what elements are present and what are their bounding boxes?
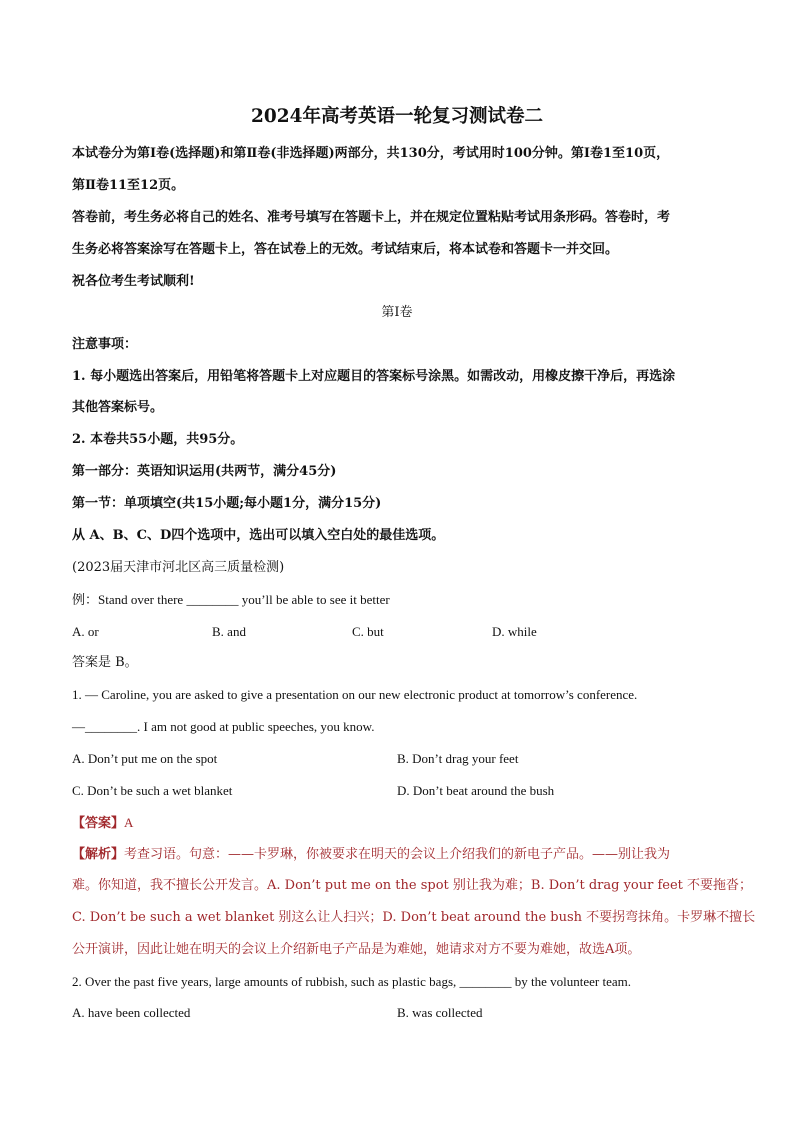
intro-line-4: 生务必将答案涂写在答题卡上，答在试卷上的无效。考试结束后，将本试卷和答题卡一并交回。 xyxy=(72,242,619,257)
question-1-analysis-line-3: C. Don’t be such a wet blanket 别这么让人扫兴；D. Don’t beat around the bush 不要拐弯抹角。卡罗琳不擅长 xyxy=(72,910,756,925)
section-1-heading: 第一节：单项填空(共15小题;每小题1分，满分15分) xyxy=(72,496,382,511)
analysis-tag: 【解析】 xyxy=(72,847,125,862)
notes-item-2: 2. 本卷共55小题，共95分。 xyxy=(72,432,244,447)
example-stem: 例：Stand over there ________ you’ll be able to see it better xyxy=(72,592,390,607)
example-option-d: D. while xyxy=(492,624,537,639)
example-option-c: C. but xyxy=(352,624,384,639)
exam-title: 2024年高考英语一轮复习测试卷二 xyxy=(251,106,543,127)
example-option-a: A. or xyxy=(72,624,99,639)
intro-line-5: 祝各位考生考试顺利! xyxy=(72,274,195,289)
notes-heading: 注意事项： xyxy=(72,337,138,352)
notes-item-1-line-1: 1. 每小题选出答案后，用铅笔将答题卡上对应题目的答案标号涂黑。如需改动，用橡皮擦干净后，再选涂 xyxy=(72,369,676,384)
question-2-stem: 2. Over the past five years, large amounts of rubbish, such as plastic bags, ________ by the volunteer team. xyxy=(72,974,631,989)
question-2-option-a: A. have been collected xyxy=(72,1005,191,1020)
intro-line-1: 本试卷分为第Ⅰ卷(选择题)和第Ⅱ卷(非选择题)两部分，共130分，考试用时100分钟。第Ⅰ卷1至10页， xyxy=(72,146,670,161)
source-note: (2023届天津市河北区高三质量检测) xyxy=(72,560,285,575)
example-option-b: B. and xyxy=(212,624,246,639)
question-1-line-2: —________. I am not good at public speeches, you know. xyxy=(72,719,375,734)
part-1-heading: 第一部分：英语知识运用(共两节，满分45分) xyxy=(72,464,337,479)
question-1-option-a: A. Don’t put me on the spot xyxy=(72,751,218,766)
answer-tag: 【答案】 xyxy=(72,816,125,831)
intro-line-3: 答卷前，考生务必将自己的姓名、准考号填写在答题卡上，并在规定位置粘贴考试用条形码。答卷时，考 xyxy=(72,210,671,225)
question-1-option-b: B. Don’t drag your feet xyxy=(397,751,519,766)
instruction: 从 A、B、C、D四个选项中，选出可以填入空白处的最佳选项。 xyxy=(72,528,445,543)
question-1-analysis-line-2: 难。你知道，我不擅长公开发言。A. Don’t put me on the spot 别让我为难；B. Don’t drag your feet 不要拖沓； xyxy=(72,878,753,893)
question-1-analysis-line-4: 公开演讲，因此让她在明天的会议上介绍新电子产品是为难她，她请求对方不要为难她，故选A项。 xyxy=(72,942,641,957)
question-1-line-1: 1. — Caroline, you are asked to give a presentation on our new electronic product at tomorrow’s conference. xyxy=(72,687,638,702)
question-1-answer xyxy=(72,815,133,832)
example-answer: 答案是 B。 xyxy=(72,655,138,670)
notes-item-1-line-2: 其他答案标号。 xyxy=(72,400,164,415)
question-2-option-b: B. was collected xyxy=(397,1005,483,1020)
question-1-analysis-line-1 xyxy=(72,847,670,863)
analysis-text: 考查习语。句意：——卡罗琳，你被要求在明天的会议上介绍我们的新电子产品。——别让我为 xyxy=(124,847,671,862)
answer-value: A xyxy=(124,815,134,830)
question-1-option-c: C. Don’t be such a wet blanket xyxy=(72,783,233,798)
intro-line-2: 第Ⅱ卷11至12页。 xyxy=(72,178,185,193)
question-1-option-d: D. Don’t beat around the bush xyxy=(397,783,555,798)
section-title: 第Ⅰ卷 xyxy=(381,305,413,320)
